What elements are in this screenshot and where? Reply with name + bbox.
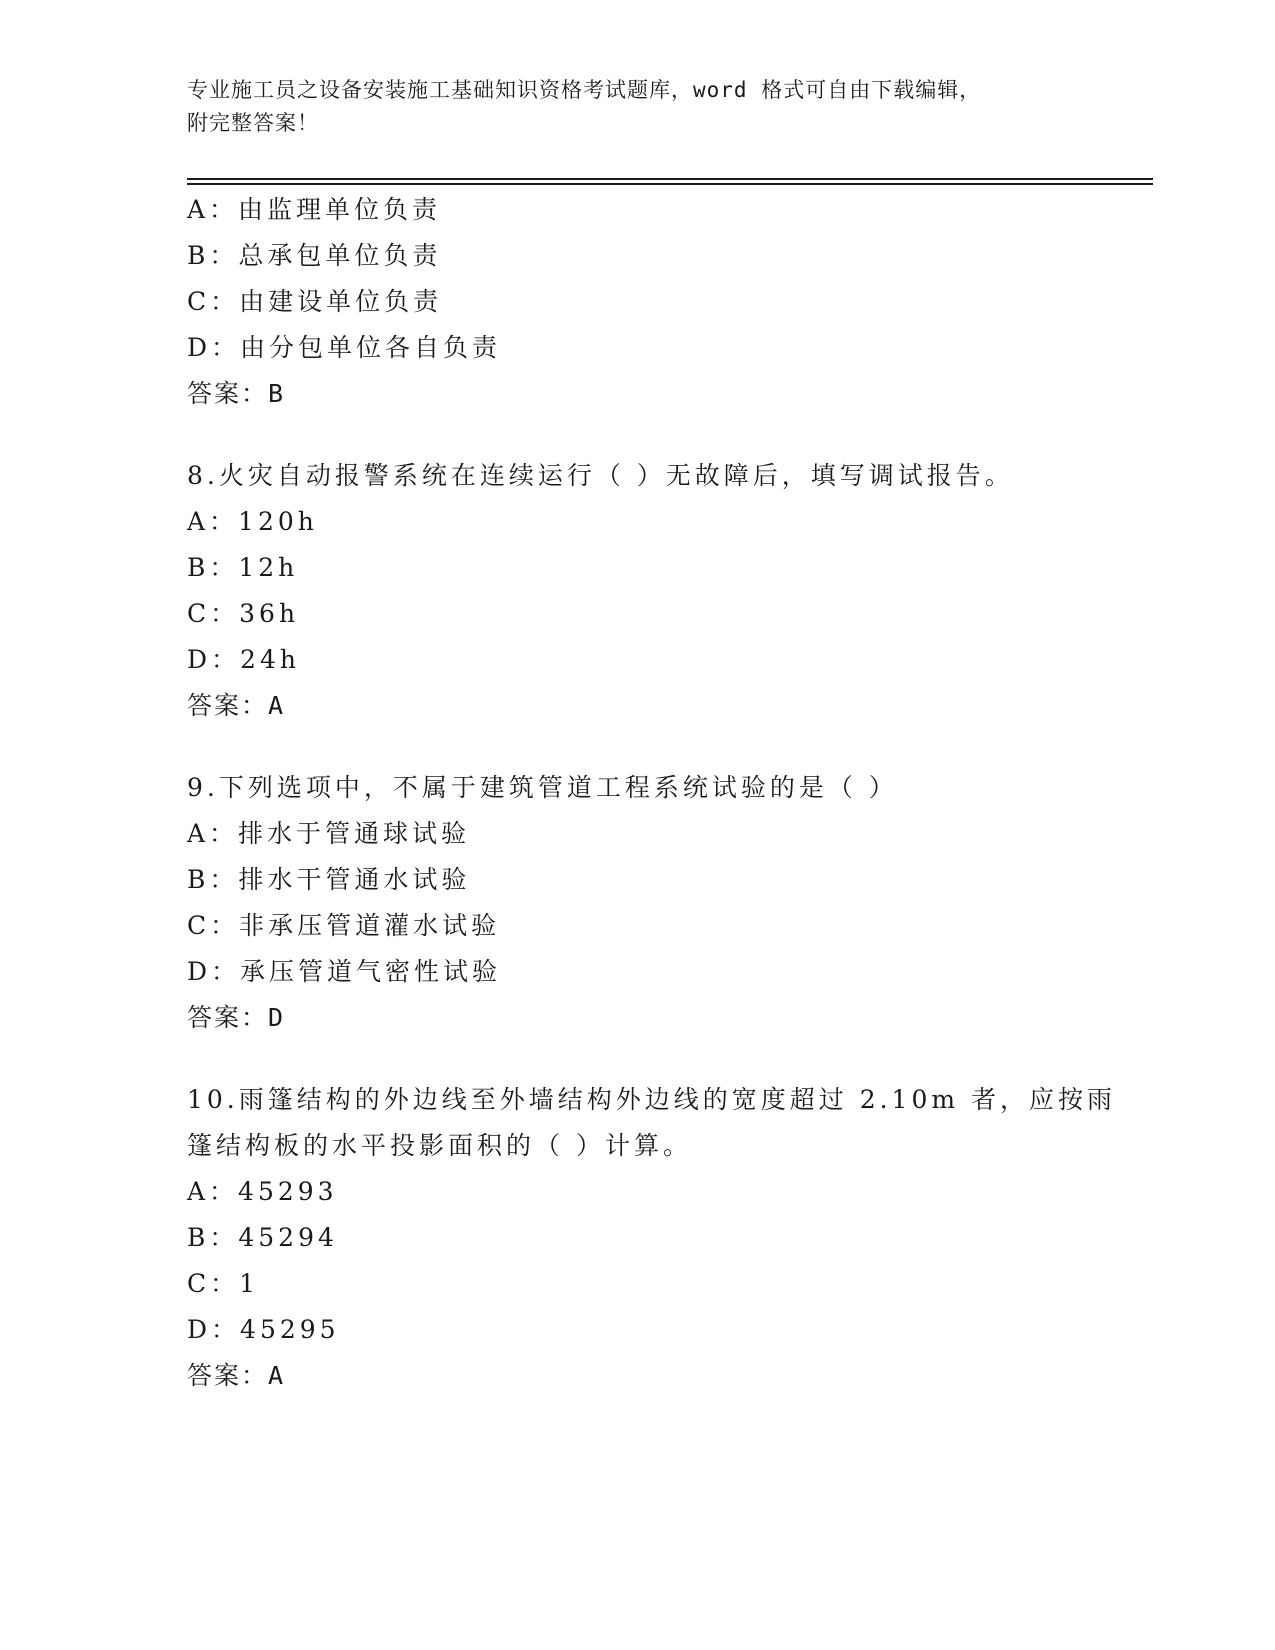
- answer: 答案：A: [187, 1361, 286, 1390]
- option-b: B：12h: [187, 553, 299, 582]
- option-a: A：排水于管通球试验: [187, 819, 471, 848]
- question-list: [187, 187, 1153, 1399]
- question-8: [187, 453, 1153, 729]
- option-c: C：由建设单位负责: [187, 287, 443, 316]
- question-text-line-1: 10.雨篷结构的外边线至外墙结构外边线的宽度超过 2.10m 者，应按雨: [187, 1085, 1117, 1114]
- question-10: [187, 1077, 1153, 1399]
- spacer: [187, 729, 1153, 765]
- document-header: [187, 74, 1067, 140]
- answer: 答案：B: [187, 379, 286, 408]
- spacer: [187, 1041, 1153, 1077]
- option-d: D：45295: [187, 1315, 340, 1344]
- header-line-2: 附完整答案！: [187, 111, 319, 135]
- answer: 答案：A: [187, 691, 286, 720]
- spacer: [187, 417, 1153, 453]
- header-divider-top: [187, 178, 1153, 180]
- option-c: C：1: [187, 1269, 260, 1298]
- question-7: [187, 187, 1153, 417]
- option-b: B：45294: [187, 1223, 338, 1252]
- option-a: A：120h: [187, 507, 318, 536]
- option-d: D：24h: [187, 645, 300, 674]
- header-divider-bottom: [187, 183, 1153, 185]
- answer: 答案：D: [187, 1003, 286, 1032]
- option-c: C：非承压管道灌水试验: [187, 911, 501, 940]
- option-a: A：由监理单位负责: [187, 195, 442, 224]
- option-b: B：总承包单位负责: [187, 241, 442, 270]
- question-text-line-2: 篷结构板的水平投影面积的（ ）计算。: [187, 1131, 692, 1160]
- question-9: [187, 765, 1153, 1041]
- option-b: B：排水干管通水试验: [187, 865, 471, 894]
- question-text: 9.下列选项中，不属于建筑管道工程系统试验的是（ ）: [187, 773, 898, 802]
- header-line-1: 专业施工员之设备安装施工基础知识资格考试题库，word 格式可自由下载编辑，: [187, 78, 982, 102]
- option-a: A：45293: [187, 1177, 338, 1206]
- option-d: D：承压管道气密性试验: [187, 957, 502, 986]
- option-c: C：36h: [187, 599, 300, 628]
- question-text: 8.火灾自动报警系统在连续运行（ ）无故障后，填写调试报告。: [187, 461, 1014, 490]
- option-d: D：由分包单位各自负责: [187, 333, 502, 362]
